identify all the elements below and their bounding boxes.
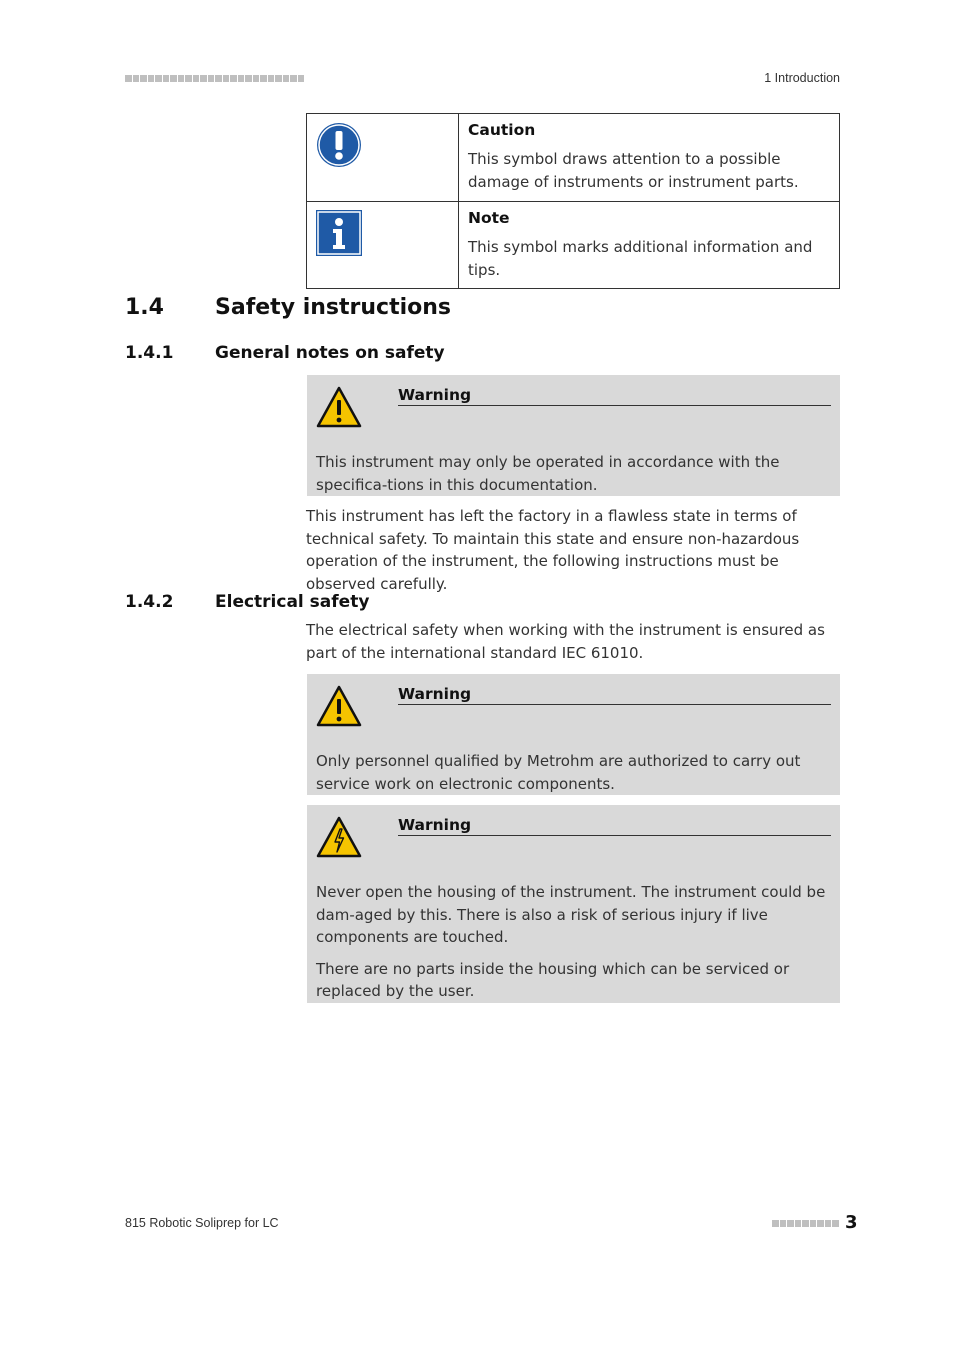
subsection-number: 1.4.2 — [125, 592, 174, 612]
table-row — [307, 114, 840, 202]
subsection-number: 1.4.1 — [125, 343, 174, 363]
decor-square — [275, 75, 282, 82]
decor-square — [268, 75, 275, 82]
symbol-legend-table — [306, 113, 840, 289]
warning-label: Warning — [398, 815, 831, 836]
subsection-title: Electrical safety — [215, 592, 370, 612]
section-title: Safety instructions — [215, 295, 451, 320]
warning-box — [307, 375, 840, 496]
electrical-safety-paragraph: The electrical safety when working with the instrument is ensured as part of the international standard IEC 61010. — [306, 621, 825, 662]
warning-text: Never open the housing of the instrument. The instrument could be dam-aged by this. There is also a risk of serious injury if live components are touched. — [316, 883, 826, 946]
decor-square — [832, 1220, 839, 1227]
decor-square — [298, 75, 305, 82]
decor-square — [193, 75, 200, 82]
caution-description: This symbol draws attention to a possible damage of instruments or instrument parts. — [468, 150, 799, 191]
decor-square — [215, 75, 222, 82]
decor-square — [140, 75, 147, 82]
decor-square — [817, 1220, 824, 1227]
decor-square — [200, 75, 207, 82]
note-description: This symbol marks additional information and tips. — [468, 238, 813, 279]
product-name: 815 Robotic Soliprep for LC — [125, 1216, 279, 1230]
note-info-icon — [316, 210, 362, 256]
decor-square — [772, 1220, 779, 1227]
warning-text: There are no parts inside the housing which can be serviced or replaced by the user. — [316, 959, 790, 1000]
caution-title: Caution — [468, 121, 536, 139]
warning-triangle-icon — [316, 386, 362, 428]
decor-square — [810, 1220, 817, 1227]
warning-label: Warning — [398, 684, 831, 705]
section-number: 1.4 — [125, 295, 164, 320]
electrical-warning-box — [307, 805, 840, 1003]
decor-square — [178, 75, 185, 82]
decor-square — [148, 75, 155, 82]
warning-text: Only personnel qualified by Metrohm are authorized to carry out service work on electronic components. — [316, 752, 801, 793]
warning-text: This instrument may only be operated in accordance with the specifica-tions in this documentation. — [316, 453, 780, 494]
decor-square — [208, 75, 215, 82]
decor-square — [795, 1220, 802, 1227]
decor-square — [780, 1220, 787, 1227]
decor-square — [185, 75, 192, 82]
decor-square — [163, 75, 170, 82]
table-row — [307, 202, 840, 289]
decor-square — [290, 75, 297, 82]
decor-square — [170, 75, 177, 82]
decor-square — [155, 75, 162, 82]
note-title: Note — [468, 209, 510, 227]
decor-square — [260, 75, 267, 82]
warning-box — [307, 674, 840, 795]
electrical-hazard-icon — [316, 816, 362, 858]
caution-exclamation-icon — [316, 122, 362, 168]
decor-square — [253, 75, 260, 82]
general-safety-paragraph: This instrument has left the factory in a flawless state in terms of technical safety. To maintain this state and ensure non-hazardous operation of the instrument, the following instructions must be observed carefully. — [306, 507, 800, 593]
decor-square — [825, 1220, 832, 1227]
decor-square — [230, 75, 237, 82]
decor-square — [133, 75, 140, 82]
decor-square — [802, 1220, 809, 1227]
decor-square — [125, 75, 132, 82]
decor-square — [245, 75, 252, 82]
footer-decoration — [772, 1220, 839, 1227]
warning-label: Warning — [398, 385, 831, 406]
decor-square — [223, 75, 230, 82]
decor-square — [238, 75, 245, 82]
subsection-title: General notes on safety — [215, 343, 445, 363]
decor-square — [283, 75, 290, 82]
page-number: 3 — [845, 1212, 858, 1233]
header-decoration — [125, 75, 304, 82]
chapter-title: 1 Introduction — [764, 71, 840, 85]
warning-triangle-icon — [316, 685, 362, 727]
decor-square — [787, 1220, 794, 1227]
